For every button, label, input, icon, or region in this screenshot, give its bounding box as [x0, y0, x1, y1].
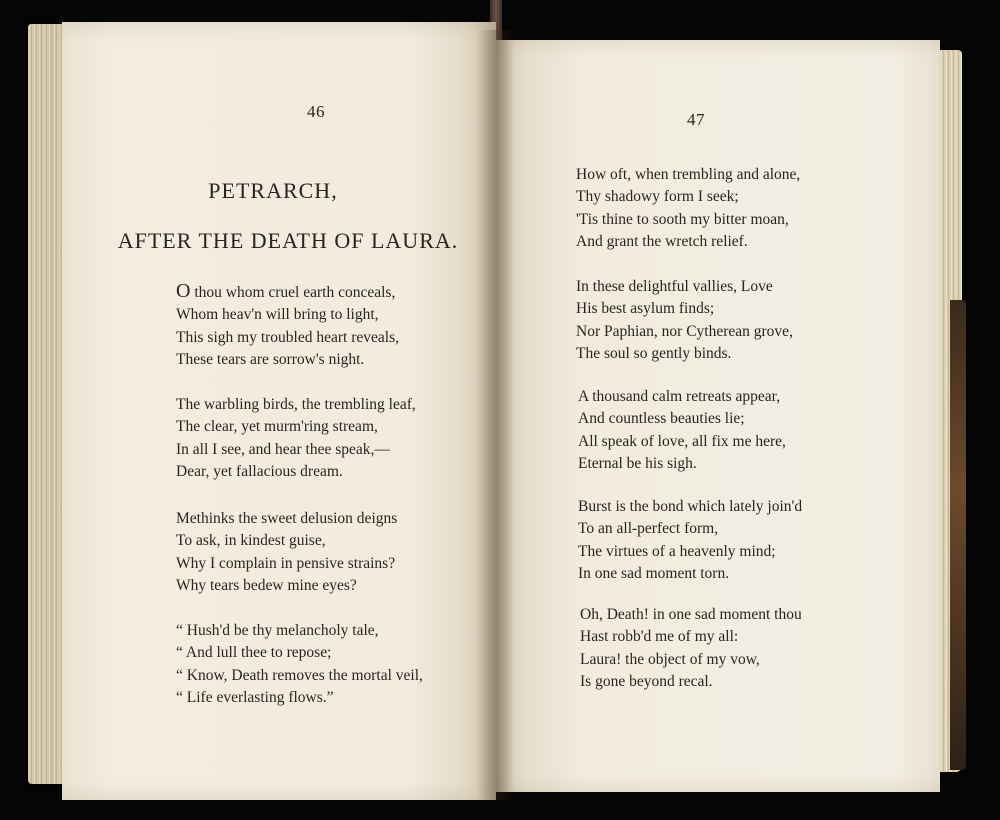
verse-line: Methinks the sweet delusion deigns [176, 510, 398, 527]
verse-line: Whom heav'n will bring to light, [176, 306, 379, 324]
verse-line: Is gone beyond recal. [580, 673, 713, 691]
verse-line: “ Know, Death removes the mortal veil, [176, 666, 423, 684]
page-number: 47 [687, 110, 705, 129]
verse-line: 'Tis thine to sooth my bitter moan, [576, 210, 789, 228]
verse-line: Why tears bedew mine eyes? [176, 577, 357, 595]
verse-line: O thou whom cruel earth conceals, [176, 280, 396, 302]
verse-line: The warbling birds, the trembling leaf, [176, 396, 416, 413]
book-cover-edge [950, 300, 966, 770]
verse-line: “ And lull thee to repose; [176, 644, 332, 662]
verse-line: This sigh my troubled heart reveals, [176, 328, 399, 346]
poem-title: PETRARCH, [208, 178, 338, 203]
verse-line: “ Hush'd be thy melancholy tale, [176, 622, 379, 639]
stanza [176, 280, 399, 372]
right-page [494, 40, 940, 792]
stanza [576, 164, 800, 254]
verse-line: The virtues of a heavenly mind; [578, 542, 776, 560]
left-page [62, 22, 496, 800]
stanza [578, 386, 786, 476]
verse-line: Thy shadowy form I seek; [576, 188, 739, 206]
verse-line: How oft, when trembling and alone, [576, 166, 801, 183]
stanza [576, 276, 793, 366]
verse-line: Laura! the object of my vow, [580, 650, 760, 668]
page-number: 46 [307, 102, 325, 121]
verse-line: In one sad moment torn. [578, 565, 730, 583]
initial-letter: O [176, 280, 191, 302]
verse-line: To an all-perfect form, [578, 520, 719, 538]
verse-line: The soul so gently binds. [576, 345, 732, 363]
verse-line: The clear, yet murm'ring stream, [176, 418, 378, 436]
verse-line: “ Life everlasting flows.” [176, 689, 334, 707]
verse-line: To ask, in kindest guise, [176, 532, 326, 550]
verse-line: In these delightful vallies, Love [576, 278, 773, 295]
stanza [176, 620, 423, 710]
verse-line: And grant the wretch relief. [576, 233, 748, 251]
verse-line: And countless beauties lie; [578, 410, 745, 428]
verse-line: Eternal be his sigh. [578, 455, 697, 473]
stanza [580, 604, 802, 694]
verse-line: These tears are sorrow's night. [176, 351, 365, 369]
verse-line: Nor Paphian, nor Cytherean grove, [576, 322, 793, 340]
verse-line: Burst is the bond which lately join'd [578, 498, 803, 515]
verse-line: A thousand calm retreats appear, [578, 388, 781, 405]
stanza [176, 508, 397, 598]
verse-line: Dear, yet fallacious dream. [176, 463, 343, 481]
verse-line: All speak of love, all fix me here, [578, 432, 786, 450]
poem-subtitle: AFTER THE DEATH OF LAURA. [117, 228, 459, 253]
verse-line: Hast robb'd me of my all: [580, 628, 739, 646]
verse-line: Why I complain in pensive strains? [176, 554, 396, 572]
verse-line: His best asylum finds; [576, 300, 715, 318]
verse-line: In all I see, and hear thee speak,— [176, 440, 390, 458]
stanza [578, 496, 802, 586]
stanza [176, 394, 416, 484]
verse-line: Oh, Death! in one sad moment thou [580, 606, 802, 623]
